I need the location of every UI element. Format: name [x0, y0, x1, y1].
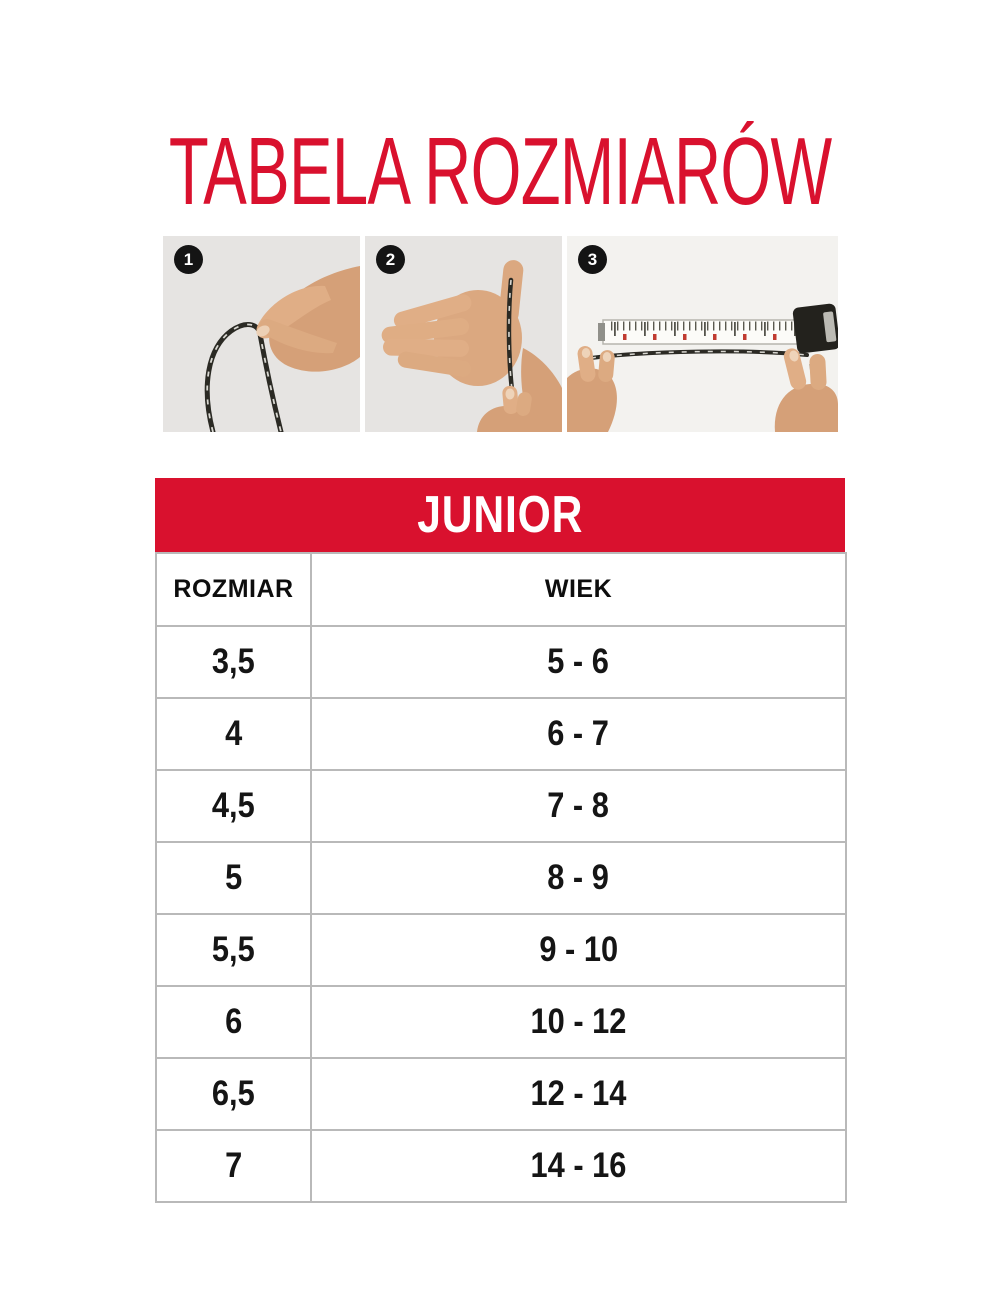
step-1-badge — [174, 245, 203, 274]
size-cell — [156, 1058, 311, 1130]
tape-measure — [598, 303, 838, 354]
cell-value: 10 - 12 — [530, 1002, 627, 1041]
size-table-head — [156, 553, 846, 626]
pinching-hand — [254, 266, 360, 372]
size-cell — [156, 626, 311, 698]
table-row — [156, 986, 846, 1058]
page-title — [0, 118, 1000, 225]
cell-value: 5 - 6 — [547, 642, 610, 681]
tape-measure-illustration — [567, 236, 838, 432]
age-cell — [311, 770, 846, 842]
size-cell — [156, 698, 311, 770]
size-cell — [156, 1130, 311, 1202]
cell-value: 7 — [224, 1146, 243, 1185]
step-number: 2 — [385, 249, 396, 269]
cell-value: 3,5 — [212, 642, 255, 681]
step-2-badge — [376, 245, 405, 274]
cell-value: 6,5 — [212, 1074, 255, 1113]
table-title: JUNIOR — [416, 486, 584, 544]
table-row — [156, 914, 846, 986]
cell-value: 9 - 10 — [539, 930, 618, 969]
age-cell — [311, 914, 846, 986]
size-cell — [156, 770, 311, 842]
age-cell — [311, 698, 846, 770]
column-header-wiek — [311, 553, 846, 626]
age-cell — [311, 986, 846, 1058]
column-label: ROZMIAR — [173, 575, 294, 603]
table-title-band — [155, 478, 845, 552]
column-header-rozmiar — [156, 553, 311, 626]
size-table-body — [156, 626, 846, 1202]
size-cell — [156, 914, 311, 986]
cell-value: 14 - 16 — [530, 1146, 627, 1185]
size-table — [155, 478, 845, 1203]
step-number: 1 — [183, 249, 194, 269]
step-photo-hold-string — [163, 236, 360, 432]
column-label: WIEK — [544, 575, 613, 603]
size-cell — [156, 842, 311, 914]
step-3-badge — [578, 245, 607, 274]
table-row — [156, 1058, 846, 1130]
step-photo-measure-tape — [567, 236, 838, 432]
header-row — [156, 553, 846, 626]
step-photo-wrap-palm — [365, 236, 562, 432]
measure-steps — [163, 236, 838, 432]
age-cell — [311, 842, 846, 914]
cell-value: 5 — [224, 858, 243, 897]
cell-value: 5,5 — [212, 930, 255, 969]
table-row — [156, 842, 846, 914]
table-row — [156, 626, 846, 698]
cell-value: 4,5 — [212, 786, 255, 825]
page-title-text: TABELA ROZMIARÓW — [168, 118, 832, 225]
age-cell — [311, 626, 846, 698]
table-row — [156, 770, 846, 842]
cell-value: 12 - 14 — [530, 1074, 627, 1113]
right-hand — [775, 347, 838, 432]
cell-value: 7 - 8 — [547, 786, 610, 825]
open-palm-hand — [381, 259, 562, 432]
cell-value: 6 - 7 — [547, 714, 610, 753]
age-cell — [311, 1058, 846, 1130]
size-table-grid — [155, 552, 847, 1203]
tape-case — [792, 303, 838, 354]
age-cell — [311, 1130, 846, 1202]
cell-value: 8 - 9 — [547, 858, 610, 897]
left-hand — [567, 345, 617, 432]
cell-value: 6 — [224, 1002, 243, 1041]
table-row — [156, 1130, 846, 1202]
step-number: 3 — [587, 249, 598, 269]
table-row — [156, 698, 846, 770]
cell-value: 4 — [224, 714, 243, 753]
size-cell — [156, 986, 311, 1058]
